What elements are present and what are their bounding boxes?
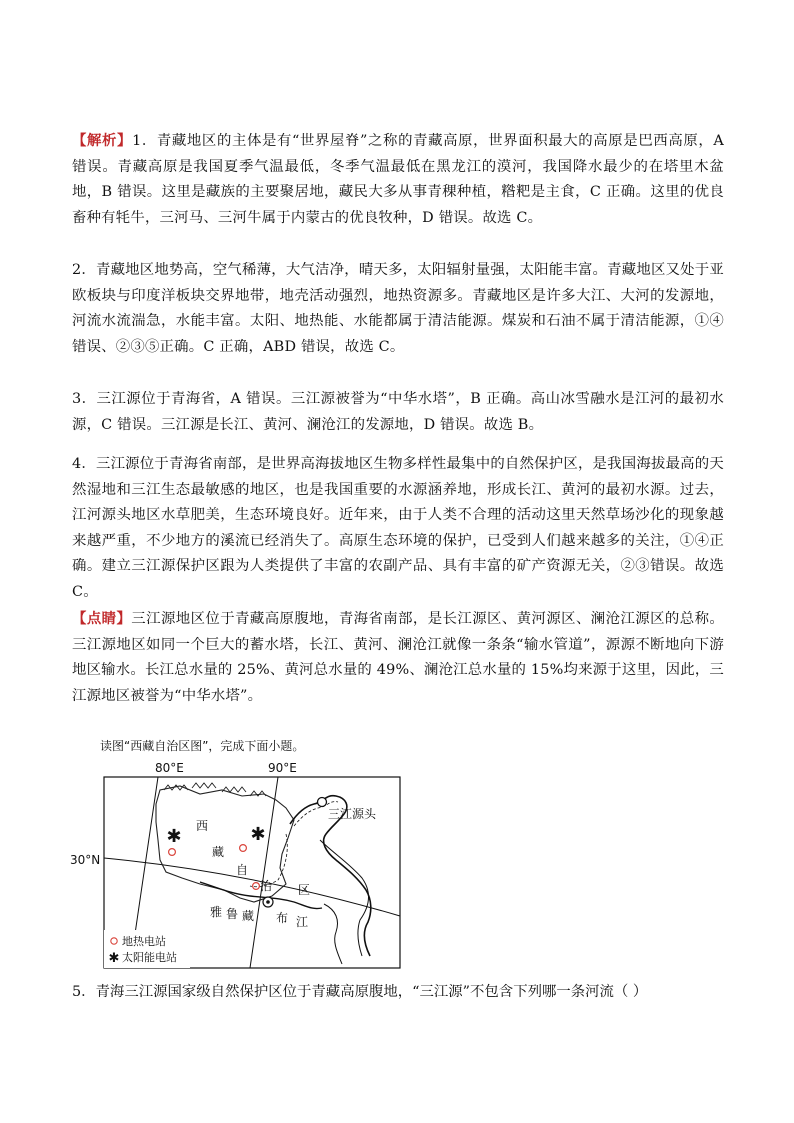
mountain-range bbox=[164, 783, 266, 796]
comment-text: 三江源地区位于青藏高原腹地，青海省南部，是长江源区、黄河源区、澜沧江源区的总称。三江源地区如同一个巨大的蓄水塔，长江、黄河、澜沧江就像一条条“输水管道”，源源不断地向下游地区输水。长江总水量的 25%、黄河总水量的 49%、澜沧江总水量的 15%均来源于这里，因此，三江源地区被誉为“中华水塔”。 bbox=[72, 611, 724, 704]
river-char-3: 藏 bbox=[242, 909, 255, 923]
legend-solar-label: 太阳能电站 bbox=[122, 951, 177, 964]
legend-geothermal-label: 地热电站 bbox=[122, 935, 166, 948]
analysis-paragraph-2: 2．青藏地区地势高，空气稀薄，大气洁净，晴天多，太阳辐射量强，太阳能丰富。青藏地区又处于亚欧板块与印度洋板块交界地带，地壳活动强烈，地热资源多。青藏地区是许多大江、大河的发源地，河流水流湍急，水能丰富。太阳、地热能、水能都属于清洁能源。煤炭和石油不属于清洁能源，①④错误、②③⑤正确。C 正确，ABD 错误，故选 C。 bbox=[72, 262, 724, 355]
solar-station-2-icon: ✱ bbox=[250, 824, 266, 845]
analysis-text-1: 1．青藏地区的主体是有“世界屋脊”之称的青藏高原，世界面积最大的高原是巴西高原，A 错误。青藏高原是我国夏季气温最低，冬季气温最低在黑龙江的漠河，我国降水最少的在塔里木盆地，B 错误。这里是藏族的主要聚居地，藏民大多从事青稞种植，糌粑是主食，C 正确。这里的优良畜种有牦牛，三河马、三河牛属于内蒙古的优良牧种，D 错误。故选 C。 bbox=[72, 133, 724, 226]
region-char-4: 治 bbox=[260, 879, 273, 893]
analysis-paragraph-1 bbox=[72, 128, 724, 231]
region-char-5: 区 bbox=[298, 883, 311, 897]
analysis-tag: 【解析】 bbox=[72, 132, 133, 149]
lancang-river bbox=[320, 840, 369, 956]
region-char-3: 自 bbox=[236, 863, 249, 877]
sanjiangyuan-label: 三江源头 bbox=[328, 807, 377, 821]
tibet-map bbox=[70, 760, 402, 970]
nu-river bbox=[324, 904, 342, 964]
comment-tag: 【点睛】 bbox=[72, 610, 132, 627]
solar-station-1-icon: ✱ bbox=[166, 826, 182, 847]
analysis-paragraph-4: 4．三江源位于青海省南部，是世界高海拔地区生物多样性最集中的自然保护区，是我国海拔最高的天然湿地和三江生态最敏感的地区，也是我国重要的水源涵养地，形成长江、黄河的最初水源。过去，江河源头地区水草肥美，生态环境良好。近年来，由于人类不合理的活动这里天然草场沙化的现象越来越严重，不少地方的溪流已经消失了。高原生态环境的保护，已受到人们越来越多的关注，①④正确。建立三江源保护区跟为人类提供了丰富的农副产品、具有丰富的矿产资源无关，②③错误。故选 C。 bbox=[72, 456, 724, 600]
lon-80-label: 80°E bbox=[155, 761, 184, 775]
analysis-paragraph-3: 3．三江源位于青海省，A 错误。三江源被誉为“中华水塔”，B 正确。高山冰雪融水是江河的最初水源，C 错误。三江源是长江、黄河、澜沧江的发源地，D 错误。故选 B。 bbox=[72, 391, 724, 433]
geothermal-station-1-icon bbox=[169, 849, 176, 856]
river-char-1: 雅 bbox=[210, 905, 223, 919]
river-char-2: 鲁 bbox=[226, 907, 239, 921]
question-5: 5．青海三江源国家级自然保护区位于青藏高原腹地，“三江源”不包含下列哪一条河流（ ） bbox=[72, 984, 648, 1000]
lhasa-dot bbox=[266, 900, 270, 904]
lat-30-label: 30°N bbox=[70, 853, 101, 867]
river-char-5: 江 bbox=[296, 915, 309, 929]
figure-caption: 读图“西藏自治区图”，完成下面小题。 bbox=[100, 739, 305, 753]
legend-solar-icon: ✱ bbox=[108, 951, 120, 966]
region-char-1: 西 bbox=[196, 819, 209, 833]
geothermal-station-3-icon bbox=[253, 883, 260, 890]
comment-paragraph bbox=[72, 606, 724, 709]
lon-90-label: 90°E bbox=[268, 761, 297, 775]
source-marker bbox=[318, 798, 327, 807]
geothermal-station-2-icon bbox=[240, 845, 247, 852]
river-char-4: 布 bbox=[276, 911, 289, 925]
parallel-30 bbox=[104, 858, 400, 916]
region-char-2: 藏 bbox=[212, 845, 225, 859]
meridian-90 bbox=[250, 777, 278, 968]
